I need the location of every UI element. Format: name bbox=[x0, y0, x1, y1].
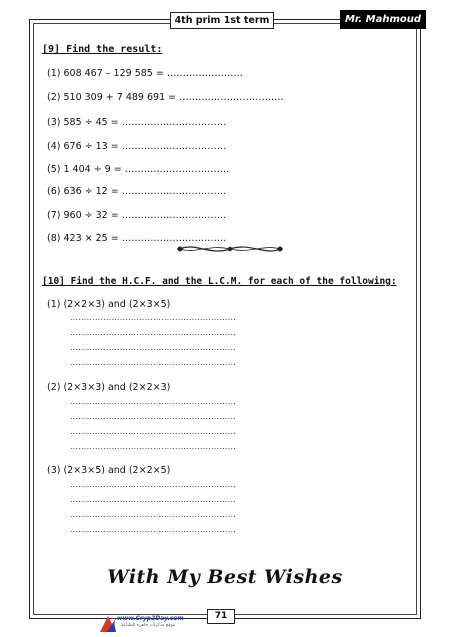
q9-title: [9] Find the result: bbox=[42, 44, 163, 55]
q10-item-3-line-4: …………………………………………………… bbox=[70, 525, 236, 534]
page-number bbox=[207, 609, 235, 624]
q9-problem-2: (2) 510 309 + 7 489 691 = …………………………… bbox=[47, 92, 284, 103]
q10-item-1-line-3: …………………………………………………… bbox=[70, 343, 236, 352]
q9-problem-1: (1) 608 467 – 129 585 = …………………… bbox=[47, 68, 243, 79]
q9-problem-3: (3) 585 ÷ 45 = …………………………… bbox=[47, 117, 227, 128]
q9-problem-8: (8) 423 × 25 = …………………………… bbox=[47, 233, 227, 244]
q10-item-2-line-2: …………………………………………………… bbox=[70, 412, 236, 421]
q9-problem-6: (6) 636 ÷ 12 = …………………………… bbox=[47, 186, 227, 197]
q9-problem-7: (7) 960 ÷ 32 = …………………………… bbox=[47, 210, 227, 221]
q10-item-1-line-2: …………………………………………………… bbox=[70, 328, 236, 337]
author-badge bbox=[340, 10, 426, 29]
q10-item-1: (1) (2×2×3) and (2×3×5) bbox=[47, 299, 171, 310]
site-logo-subtext: موقع مذكرات جاهزة للطباعة bbox=[121, 623, 176, 628]
q10-item-2-line-3: …………………………………………………… bbox=[70, 427, 236, 436]
q10-item-2-line-1: …………………………………………………… bbox=[70, 397, 236, 406]
q10-item-1-line-1: …………………………………………………… bbox=[70, 313, 236, 322]
q10-title: [10] Find the H.C.F. and the L.C.M. for each of the following: bbox=[42, 276, 397, 287]
page-number-label: 71 bbox=[214, 611, 228, 621]
grade-term-label: 4th prim 1st term bbox=[174, 15, 270, 26]
ornament-divider-icon bbox=[175, 238, 285, 260]
q9-problem-5: (5) 1 404 ÷ 9 = …………………………… bbox=[47, 164, 230, 175]
q9-problem-4: (4) 676 ÷ 13 = …………………………… bbox=[47, 141, 227, 152]
best-wishes-banner: With My Best Wishes bbox=[107, 566, 343, 588]
q10-item-3-line-1: …………………………………………………… bbox=[70, 480, 236, 489]
q10-item-2: (2) (2×3×3) and (2×2×3) bbox=[47, 382, 171, 393]
author-name: Mr. Mahmoud bbox=[344, 14, 422, 25]
q10-item-2-line-4: …………………………………………………… bbox=[70, 442, 236, 451]
site-logo-text: www.Cryp2Day.com bbox=[117, 615, 184, 622]
q10-item-3-line-3: …………………………………………………… bbox=[70, 510, 236, 519]
q10-item-3-line-2: …………………………………………………… bbox=[70, 495, 236, 504]
grade-term-tab bbox=[170, 12, 274, 29]
q10-item-1-line-4: …………………………………………………… bbox=[70, 358, 236, 367]
q10-item-3: (3) (2×3×5) and (2×2×5) bbox=[47, 465, 171, 476]
